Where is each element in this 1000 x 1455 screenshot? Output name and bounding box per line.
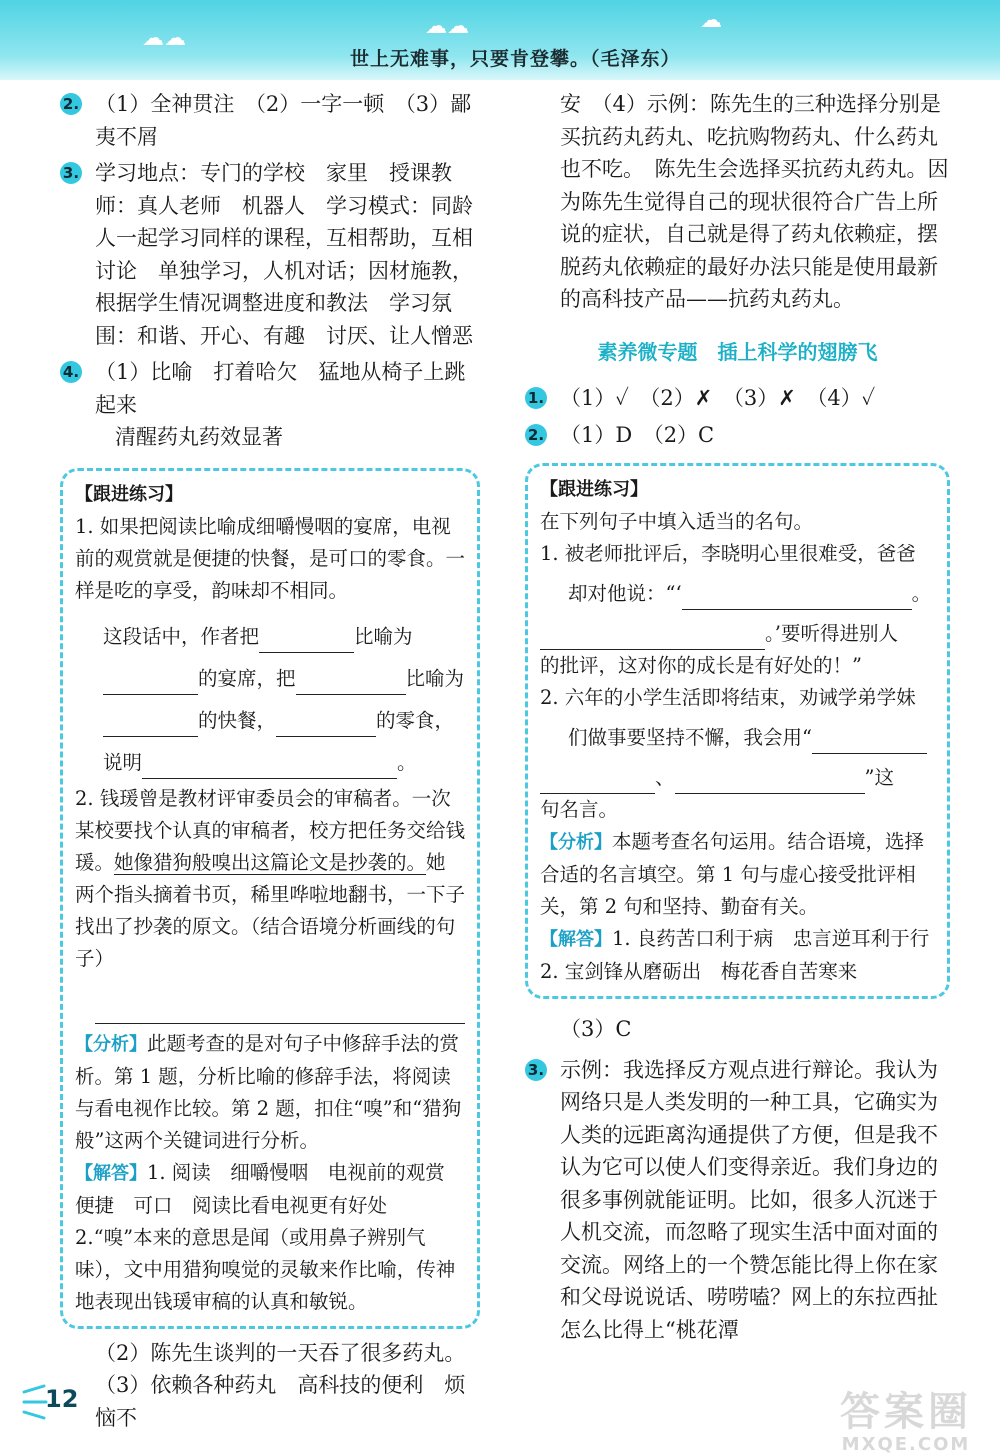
fill-line: [540, 762, 935, 794]
fill-text: 。: [911, 582, 932, 605]
blank-field[interactable]: [812, 729, 927, 754]
answer-line[interactable]: [95, 1005, 465, 1024]
analysis-text: 此题考查的是对句子中修辞手法的赏析。第 1 题，分析比喻的修辞手法，将阅读与看电视作比较。第 2 题，扣住“嗅”和“猎狗般”这两个关键词进行分析。: [75, 1031, 462, 1152]
question-text: 她两个指头摘着书页，稀里哗啦地翻书，一下子找出了抄袭的原文。（结合语境分析画线的句子）: [75, 850, 466, 970]
answer-item-4: [60, 356, 480, 454]
answer-text: 示例：我选择反方观点进行辩论。我认为网络只是人类发明的一种工具，它确实为人类的远距离沟通提供了方便，但是我不认为它可以使人们变得亲近。我们身边的很多事例就能证明。比如，很多人沉迷于人机交流，而忽略了现实生活中面对面的交流。网络上的一个赞怎能比得上你在家和父母说说话、唠唠嗑？网上的东拉西扯怎么比得上“桃花潭: [560, 1057, 938, 1342]
item-number: 2.: [60, 93, 82, 115]
fill-line: [540, 618, 935, 650]
header-quote: 世上无难事，只要肯登攀。（毛泽东）: [350, 48, 681, 70]
answer-item-3: [525, 1054, 950, 1347]
answer-text: 学习地点：专门的学校 家里 授课教师：真人老师 机器人 学习模式：同龄人一起学习同样的课程，互相帮助，互相讨论 单独学习，人机对话；因材施教，根据学生情况调整进度和教法 学习氛围：和谐、开心、有趣 讨厌、让人憎恶: [95, 161, 473, 348]
practice-question: 1. 被老师批评后，李晓明心里很难受，爸爸: [540, 542, 916, 565]
fill-text: 比喻为: [405, 666, 465, 690]
question-text: 2. 钱瑗曾是教材评审委员会的审稿者。一次某校要找个认真的审稿者，校方把任务交给钱瑗。: [75, 786, 466, 874]
blank-field[interactable]: [296, 670, 406, 695]
answer-text: 清醒药丸药效显著: [115, 425, 283, 449]
blank-field[interactable]: [675, 769, 865, 794]
fill-line: [75, 747, 465, 779]
answer-text: 2. 宝剑锋从磨砺出 梅花香自苦寒来: [540, 960, 858, 983]
practice-box: [60, 468, 480, 1329]
answer-text: （1）比喻 打着哈欠 猛地从椅子上跳起来: [95, 360, 466, 417]
analysis: [75, 1028, 465, 1157]
fill-text: 比喻为: [354, 624, 413, 648]
item-number: 3.: [525, 1059, 547, 1081]
watermark: [840, 1390, 972, 1455]
answer-text: 安 （4）示例：陈先生的三种选择分别是买抗药丸药丸、吃抗购物药丸、什么药丸也不吃。 陈先生会选择买抗药丸药丸。因为陈先生觉得自己的现状很符合广告上所说的症状，自己就是得了药丸依赖症，摆脱药丸依赖症的最好办法只能是使用最新的高科技产品——抗药丸药丸。: [560, 92, 949, 311]
blank-field[interactable]: [103, 712, 198, 737]
blank-field[interactable]: [682, 585, 912, 610]
item-number: 2.: [525, 424, 547, 446]
cloud-icon: ☁☁: [142, 26, 186, 51]
fill-text: 却对他说：“‘: [568, 582, 682, 605]
fill-text: 说明: [103, 750, 143, 774]
answer-text: （2）陈先生谈判的一天吞了很多药丸。: [95, 1340, 466, 1365]
page-number: 12: [45, 1385, 79, 1413]
blank-field[interactable]: [276, 712, 376, 737]
practice-text: 句名言。: [540, 798, 619, 821]
answer-label: 【解答】: [75, 1162, 147, 1184]
practice-question: 2. 六年的小学生活即将结束，劝诫学弟学妹: [540, 686, 916, 709]
fill-text: 们做事要坚持不懈，我会用“: [568, 726, 812, 749]
fill-text: 、: [655, 766, 675, 789]
answer-item-2: [525, 419, 950, 452]
cloud-icon: ☁☁: [425, 14, 469, 39]
left-column: [60, 88, 480, 1434]
item-number: 3.: [60, 162, 82, 184]
practice-question: 1. 如果把阅读比喻成细嚼慢咽的宴席，电视前的观赏就是便捷的快餐，是可口的零食。一样是吃的享受，韵味却不相同。: [75, 514, 466, 602]
answer-text: （1）全神贯注 （2）一字一顿 （3）鄙夷不屑: [95, 92, 472, 149]
fill-text: ”这: [864, 766, 894, 789]
fill-text: 这段话中，作者把: [103, 624, 260, 648]
practice-text: 的批评，这对你的成长是有好处的！”: [540, 654, 862, 677]
blank-field[interactable]: [103, 670, 198, 695]
fill-text: 的快餐，: [198, 708, 277, 732]
cloud-icon: ☁: [700, 8, 722, 33]
header-banner: [0, 0, 1000, 80]
fill-text: 的宴席，把: [198, 666, 296, 690]
blank-field[interactable]: [540, 769, 655, 794]
answer-text: 2.“嗅”本来的意思是闻（或用鼻子辨别气味），文中用猎狗嗅觉的灵敏来作比喻，传神地表现出钱瑗审稿的认真和敏锐。: [75, 1225, 456, 1313]
answer-text: （1）D （2）C: [560, 422, 715, 447]
practice-title: 【跟进练习】: [75, 483, 183, 505]
fill-line: [75, 663, 465, 695]
fill-text: 。’要听得进别人: [765, 622, 898, 645]
answer-text: 1. 阅读 细嚼慢咽 电视前的观赏 便捷 可口 阅读比看电视更有好处: [75, 1160, 465, 1217]
practice-box: [525, 463, 950, 999]
fill-line: [540, 578, 935, 610]
blank-field[interactable]: [142, 754, 397, 779]
fill-text: 的零食，: [376, 708, 455, 732]
analysis: [540, 826, 935, 923]
topic-title: 素养微专题 插上科学的翅膀飞: [597, 339, 878, 364]
watermark-title: 答案圈: [840, 1389, 972, 1435]
answer-item-1: [525, 382, 950, 415]
practice-intro: 在下列句子中填入适当的名句。: [540, 510, 814, 533]
underlined-sentence: 她像猎狗般嗅出这篇论文是抄袭的。: [114, 850, 427, 874]
answer-label: 【解答】: [540, 929, 612, 950]
fill-line: [75, 621, 465, 653]
answer-item-2: [60, 88, 480, 153]
analysis-label: 【分析】: [540, 832, 612, 853]
answer-item-3: [60, 157, 480, 352]
watermark-url: MXQE.COM: [841, 1434, 971, 1455]
item-number: 4.: [60, 361, 82, 383]
fill-line: [75, 705, 465, 737]
fill-text: 。: [397, 750, 417, 774]
answer-text: （3）依赖各种药丸 高科技的便利 烦恼不: [95, 1373, 466, 1430]
blank-field[interactable]: [259, 628, 354, 653]
practice-title: 【跟进练习】: [540, 479, 648, 500]
right-column: [525, 88, 950, 1350]
answer-text: （3）C: [560, 1017, 632, 1041]
blank-field[interactable]: [540, 625, 765, 650]
answer-text: （1）✓ （2）✗ （3）✗ （4）✓: [560, 386, 876, 410]
practice-question: [75, 783, 465, 975]
fill-line: [540, 722, 935, 754]
answer-text: 1. 良药苦口利于病 忠言逆耳利于行: [612, 927, 930, 950]
item-number: 1.: [525, 387, 547, 409]
answer: [540, 923, 935, 956]
answer: [75, 1157, 465, 1222]
analysis-text: 本题考查名句运用。结合语境，选择合适的名言填空。第 1 句与虚心接受批评相关，第 2 句和坚持、勤奋有关。: [540, 830, 925, 918]
analysis-label: 【分析】: [75, 1033, 147, 1055]
